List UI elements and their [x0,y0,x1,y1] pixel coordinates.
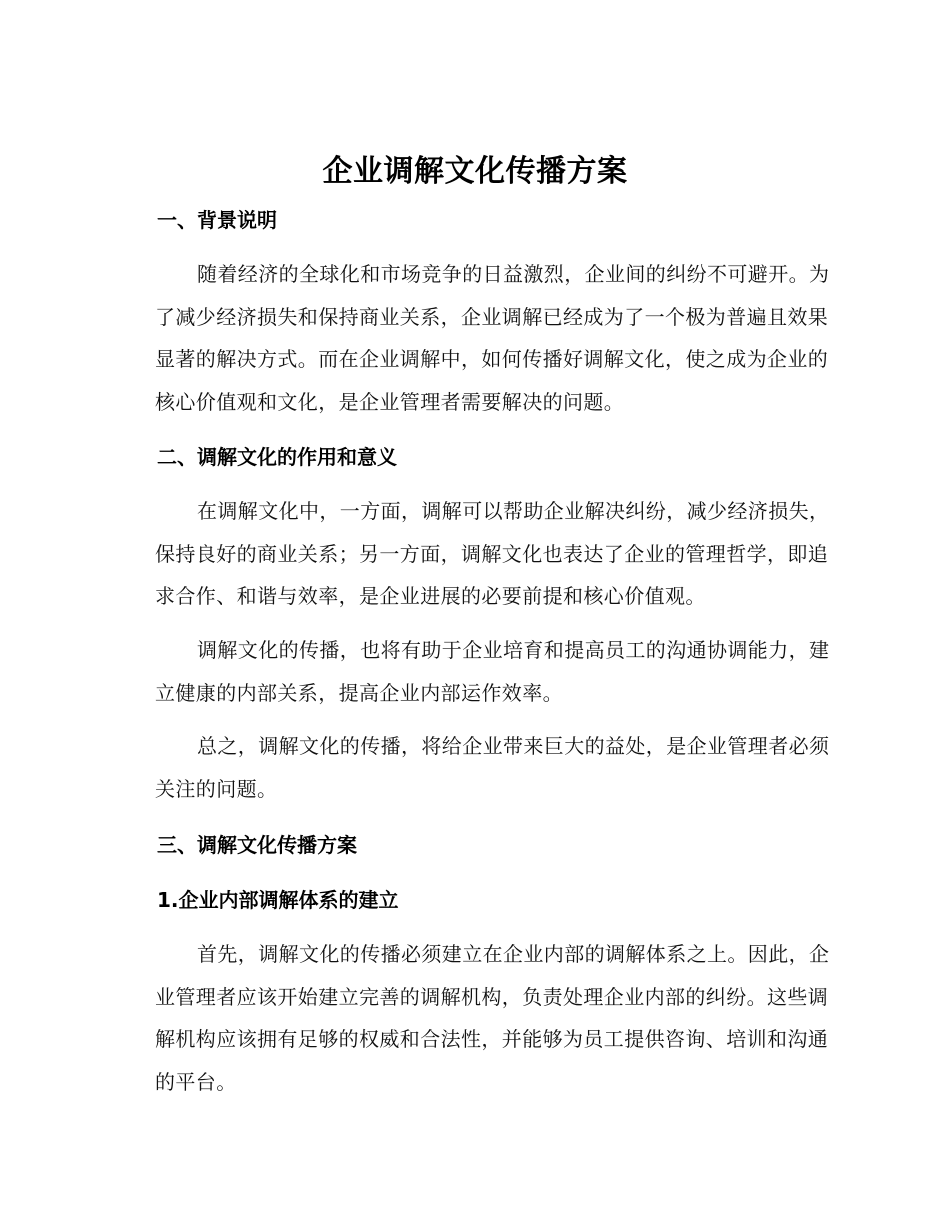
paragraph-role-meaning-1 [113,490,835,618]
paragraph-background [113,253,835,423]
paragraph-role-meaning-2 [113,629,835,714]
paragraph-line: 在调解文化中，一方面，调解可以帮助企业解决纠纷，减少经济损失， [197,499,830,523]
paragraph-line: 求合作、和谐与效率，是企业进展的必要前提和核心价值观。 [155,584,706,609]
paragraph-line: 核心价值观和文化，是企业管理者需要解决的问题。 [155,389,625,414]
subsection-heading-internal-system: 1.企业内部调解体系的建立 [157,888,399,912]
section-heading-plan: 三、调解文化传播方案 [157,833,357,857]
section-heading-background: 一、背景说明 [157,208,277,232]
paragraph-line: 业管理者应该开始建立完善的调解机构，负责处理企业内部的纠纷。这些调 [155,984,829,1009]
paragraph-line: 随着经济的全球化和市场竞争的日益激烈，企业间的纠纷不可避开。为 [197,262,830,286]
paragraph-internal-system [113,933,835,1103]
paragraph-line: 解机构应该拥有足够的权威和合法性，并能够为员工提供咨询、培训和沟通 [155,1027,829,1052]
section-heading-role-meaning: 二、调解文化的作用和意义 [157,445,397,469]
paragraph-line: 关注的问题。 [155,776,278,801]
document-title: 企业调解文化传播方案 [322,154,628,189]
paragraph-line: 立健康的内部关系，提高企业内部运作效率。 [155,680,563,705]
paragraph-line: 总之，调解文化的传播，将给企业带来巨大的益处，是企业管理者必须 [197,734,830,758]
paragraph-line: 保持良好的商业关系；另一方面，调解文化也表达了企业的管理哲学，即追 [155,541,829,566]
paragraph-line: 首先，调解文化的传播必须建立在企业内部的调解体系之上。因此，企 [197,942,830,966]
paragraph-line: 调解文化的传播，也将有助于企业培育和提高员工的沟通协调能力，建 [197,638,830,662]
paragraph-line: 的平台。 [155,1069,237,1094]
paragraph-role-meaning-3 [113,725,835,810]
paragraph-line: 了减少经济损失和保持商业关系，企业调解已经成为了一个极为普遍且效果 [155,304,829,329]
paragraph-line: 显著的解决方式。而在企业调解中，如何传播好调解文化，使之成为企业的 [155,347,829,372]
